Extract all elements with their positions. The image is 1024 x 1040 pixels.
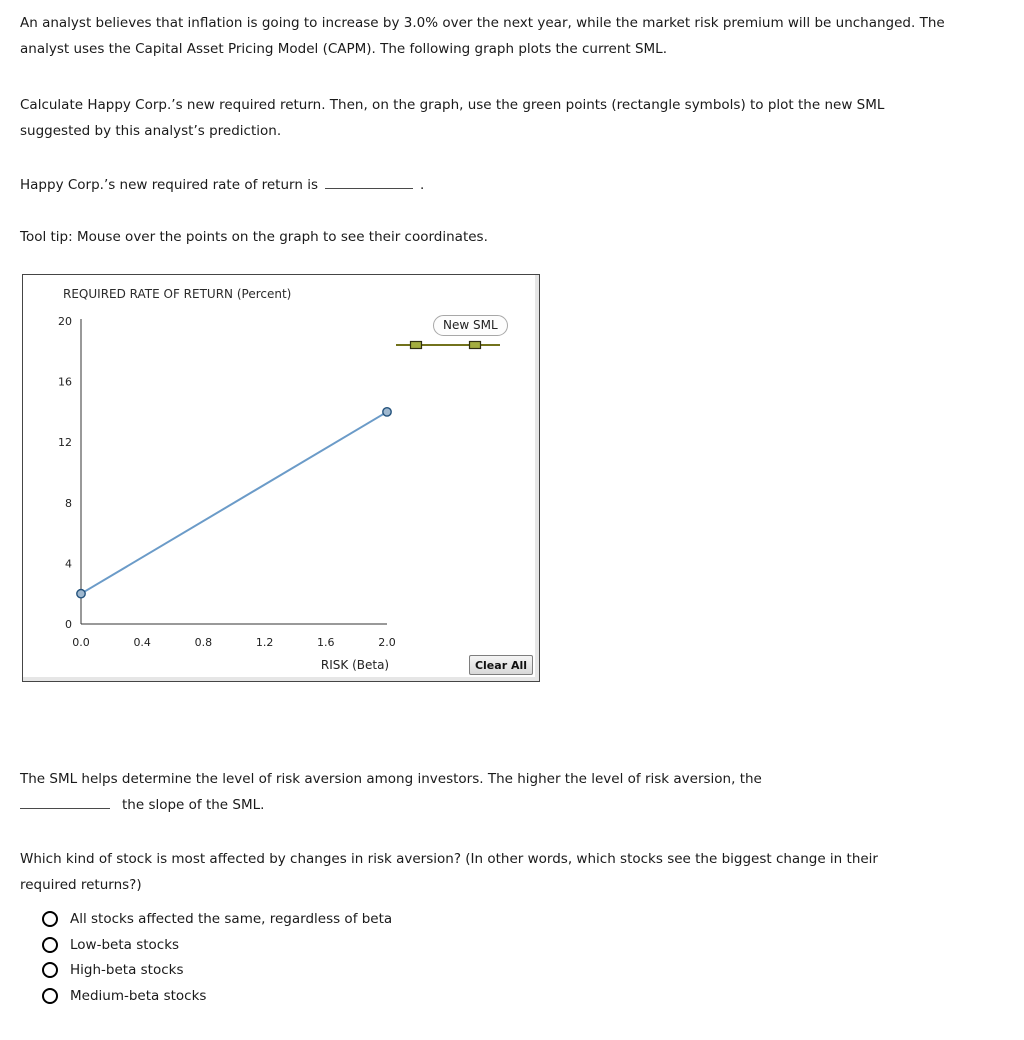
x-tick-label: 1.2 — [255, 636, 274, 649]
option-label: All stocks affected the same, regardless of beta — [70, 911, 393, 927]
option-row[interactable] — [42, 936, 1004, 954]
x-tick-label: 0.8 — [194, 636, 213, 649]
graph-panel — [22, 274, 540, 682]
intro-paragraph-1: An analyst believes that inflation is going to increase by 3.0% over the next year, while the market risk premium will be unchanged. The analyst uses the Capital Asset Pricing Model (CAPM). The following graph plots the current SML. — [20, 15, 945, 57]
new-sml-point[interactable] — [470, 342, 481, 349]
radio-icon[interactable] — [42, 911, 58, 927]
intro-paragraph-2: Calculate Happy Corp.’s new required return. Then, on the graph, use the green points (rectangle symbols) to plot the new SML suggested by this analyst’s prediction. — [20, 97, 885, 139]
risk-aversion-line1: The SML helps determine the level of risk aversion among investors. The higher the level of risk aversion, the — [20, 771, 762, 787]
mc-question: Which kind of stock is most affected by changes in risk aversion? (In other words, which stocks see the biggest change in their required returns?) — [20, 851, 878, 893]
new-sml-point[interactable] — [411, 342, 422, 349]
option-label: Medium-beta stocks — [70, 987, 207, 1004]
chart-title: REQUIRED RATE OF RETURN (Percent) — [63, 287, 292, 301]
option-label: Low-beta stocks — [70, 936, 180, 953]
radio-icon[interactable] — [42, 937, 58, 953]
x-tick-label: 0.4 — [133, 636, 151, 649]
y-tick-label: 12 — [58, 436, 72, 450]
clear-all-button[interactable]: Clear All — [469, 655, 533, 675]
required-return-prefix: Happy Corp.’s new required rate of return is — [20, 177, 318, 193]
option-label: High-beta stocks — [70, 962, 184, 978]
y-tick-label: 4 — [65, 557, 72, 571]
current-sml-line[interactable] — [81, 412, 387, 594]
y-tick-label: 16 — [58, 375, 72, 389]
current-sml-point[interactable] — [383, 408, 391, 416]
risk-aversion-section — [20, 766, 1004, 818]
y-tick-label: 0 — [65, 618, 72, 631]
required-return-blank[interactable] — [325, 173, 413, 189]
option-row[interactable] — [42, 910, 1004, 928]
required-return-sentence — [20, 172, 1004, 198]
new-sml-legend[interactable]: New SML — [433, 315, 508, 336]
radio-icon[interactable] — [42, 988, 58, 1004]
y-tick-label: 20 — [58, 315, 72, 328]
x-tick-label: 2.0 — [378, 636, 396, 649]
current-sml-point[interactable] — [77, 590, 85, 598]
option-row[interactable] — [42, 987, 1004, 1005]
mc-options — [42, 910, 1004, 1005]
slope-suffix: the slope of the SML. — [122, 797, 265, 813]
required-return-suffix: . — [419, 177, 425, 193]
x-tick-label: 0.0 — [72, 636, 90, 649]
x-tick-label: 1.6 — [317, 636, 335, 649]
x-axis-label: RISK (Beta) — [320, 658, 390, 672]
tooltip-note: Tool tip: Mouse over the points on the graph to see their coordinates. — [20, 229, 488, 245]
slope-blank[interactable] — [20, 793, 110, 809]
radio-icon[interactable] — [42, 962, 58, 978]
risk-aversion-line2 — [20, 792, 970, 818]
y-tick-label: 8 — [65, 496, 72, 510]
option-row[interactable] — [42, 961, 1004, 979]
